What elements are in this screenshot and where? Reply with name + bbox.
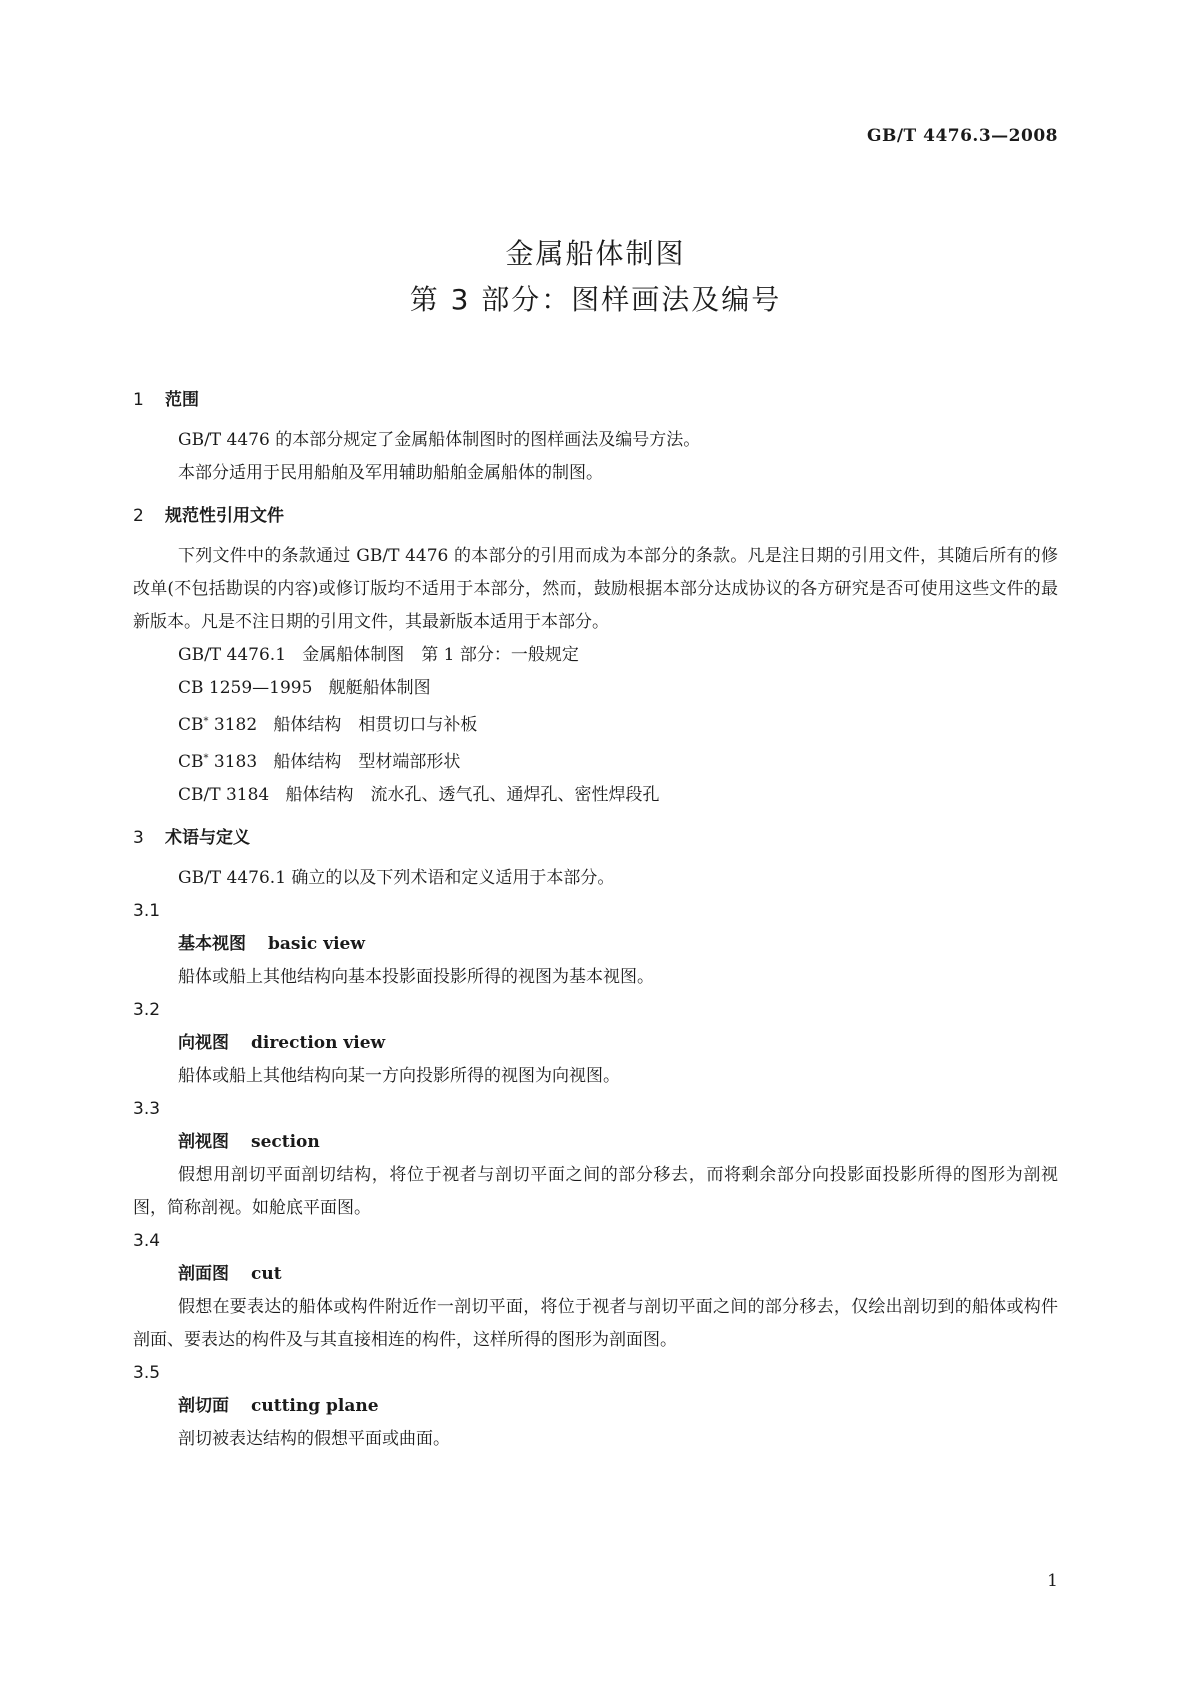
section-title: 规范性引用文件 xyxy=(165,506,284,526)
reference-item xyxy=(133,742,1058,779)
paragraph: 下列文件中的条款通过 GB/T 4476 的本部分的引用而成为本部分的条款。凡是注日期的引用文件，其随后所有的修改单(不包括勘误的内容)或修订版均不适用于本部分，然而，鼓励根据本部分达成协议的各方研究是否可使用这些文件的最新版本。凡是不注日期的引用文件，其最新版本适用于本部分。 xyxy=(133,546,1058,632)
reference-title: 船体结构 型材端部形状 xyxy=(273,752,461,772)
reference-code: CB/T 3184 xyxy=(178,785,270,805)
document-body xyxy=(133,388,1058,1456)
section-title: 术语与定义 xyxy=(165,828,250,848)
term-zh: 向视图 xyxy=(178,1033,229,1053)
paragraph: 本部分适用于民用船舶及军用辅助船舶金属船体的制图。 xyxy=(178,463,603,483)
reference-code-number: 3182 xyxy=(208,715,258,735)
reference-mark: * xyxy=(203,716,209,727)
reference-code-number: 3183 xyxy=(208,752,258,772)
reference-code: CB xyxy=(178,715,204,735)
reference-title: 船体结构 流水孔、透气孔、通焊孔、密性焊段孔 xyxy=(285,785,660,805)
term-en: direction view xyxy=(251,1033,386,1053)
section-heading-terms-definitions xyxy=(133,826,1058,850)
reference-mark: * xyxy=(203,753,209,764)
term-definition: 假想用剖切平面剖切结构，将位于视者与剖切平面之间的部分移去，而将剩余部分向投影面投影所得的图形为剖视图，简称剖视。如舱底平面图。 xyxy=(133,1165,1058,1218)
term-en: cut xyxy=(251,1264,282,1284)
term-en: section xyxy=(251,1132,320,1152)
term-definition: 剖切被表达结构的假想平面或曲面。 xyxy=(178,1429,450,1449)
reference-item xyxy=(133,672,1058,705)
reference-item xyxy=(133,705,1058,742)
section-heading-normative-references xyxy=(133,504,1058,528)
term-heading xyxy=(133,1390,1058,1423)
term-number: 3.4 xyxy=(133,1231,161,1251)
reference-code: CB 1259—1995 xyxy=(178,678,313,698)
document-subtitle: 第 3 部分：图样画法及编号 xyxy=(409,283,782,316)
section-number: 3 xyxy=(133,828,144,848)
reference-code: CB xyxy=(178,752,204,772)
term-number: 3.1 xyxy=(133,901,161,921)
term-number: 3.3 xyxy=(133,1099,161,1119)
term-en: basic view xyxy=(268,934,365,954)
document-title: 金属船体制图 xyxy=(505,237,686,270)
reference-title: 金属船体制图 第 1 部分：一般规定 xyxy=(302,645,579,665)
reference-title: 船体结构 相贯切口与补板 xyxy=(273,715,478,735)
term-number: 3.5 xyxy=(133,1363,161,1383)
paragraph: GB/T 4476 的本部分规定了金属船体制图时的图样画法及编号方法。 xyxy=(178,430,701,450)
term-en: cutting plane xyxy=(251,1396,379,1416)
term-definition: 船体或船上其他结构向基本投影面投影所得的视图为基本视图。 xyxy=(178,967,654,987)
reference-code: GB/T 4476.1 xyxy=(178,645,287,665)
term-number: 3.2 xyxy=(133,1000,161,1020)
term-definition: 假想在要表达的船体或构件附近作一剖切平面，将位于视者与剖切平面之间的部分移去，仅绘出剖切到的船体或构件剖面、要表达的构件及与其直接相连的构件，这样所得的图形为剖面图。 xyxy=(133,1297,1058,1350)
section-number: 1 xyxy=(133,390,144,410)
term-zh: 基本视图 xyxy=(178,934,246,954)
paragraph: GB/T 4476.1 确立的以及下列术语和定义适用于本部分。 xyxy=(178,868,615,888)
standard-code: GB/T 4476.3—2008 xyxy=(866,126,1058,146)
term-heading xyxy=(133,1027,1058,1060)
term-definition: 船体或船上其他结构向某一方向投影所得的视图为向视图。 xyxy=(178,1066,620,1086)
term-zh: 剖切面 xyxy=(178,1396,229,1416)
term-heading xyxy=(133,1126,1058,1159)
term-heading xyxy=(133,1258,1058,1291)
term-heading xyxy=(133,928,1058,961)
page-number: 1 xyxy=(1047,1571,1058,1591)
reference-item xyxy=(133,779,1058,812)
reference-item xyxy=(133,639,1058,672)
section-title: 范围 xyxy=(165,390,199,410)
section-heading-scope xyxy=(133,388,1058,412)
section-number: 2 xyxy=(133,506,144,526)
term-zh: 剖视图 xyxy=(178,1132,229,1152)
reference-title: 舰艇船体制图 xyxy=(328,678,431,698)
term-zh: 剖面图 xyxy=(178,1264,229,1284)
